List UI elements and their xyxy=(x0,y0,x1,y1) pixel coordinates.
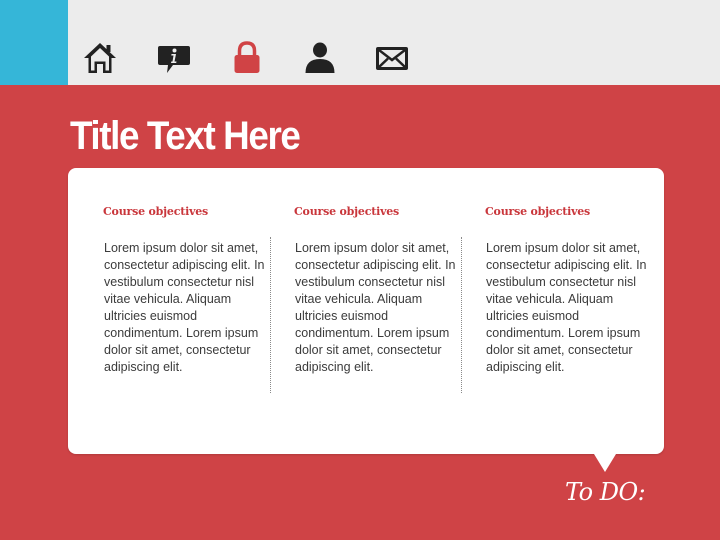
page-title: Title Text Here xyxy=(70,114,300,158)
column-body: Lorem ipsum dolor sit amet, consectetur adipiscing elit. In vestibulum consectetur nisl vitae vehicula. Aliquam ultricies euismod condimentum. Lorem ipsum dolor sit amet, consectetur adipiscing elit. xyxy=(104,241,265,374)
top-bar xyxy=(0,0,720,85)
column-divider xyxy=(270,237,271,393)
info-speech-bubble-icon[interactable] xyxy=(156,40,192,76)
card-pointer xyxy=(594,454,616,472)
home-icon[interactable] xyxy=(82,40,118,76)
column-divider xyxy=(461,237,462,393)
column-body: Lorem ipsum dolor sit amet, consectetur adipiscing elit. In vestibulum consectetur nisl vitae vehicula. Aliquam ultricies euismod condimentum. Lorem ipsum dolor sit amet, consectetur adipiscing elit. xyxy=(295,241,456,374)
accent-block xyxy=(0,0,68,85)
mail-icon[interactable] xyxy=(374,40,410,76)
column-heading: Course objectives xyxy=(294,205,400,218)
todo-label: To DO: xyxy=(565,478,646,506)
column-body: Lorem ipsum dolor sit amet, consectetur adipiscing elit. In vestibulum consectetur nisl vitae vehicula. Aliquam ultricies euismod condimentum. Lorem ipsum dolor sit amet, consectetur adipiscing elit. xyxy=(486,241,647,374)
content-card xyxy=(68,168,664,454)
lock-icon[interactable] xyxy=(229,40,265,76)
column-heading: Course objectives xyxy=(103,205,209,218)
column-heading: Course objectives xyxy=(485,205,591,218)
user-icon[interactable] xyxy=(302,40,338,76)
